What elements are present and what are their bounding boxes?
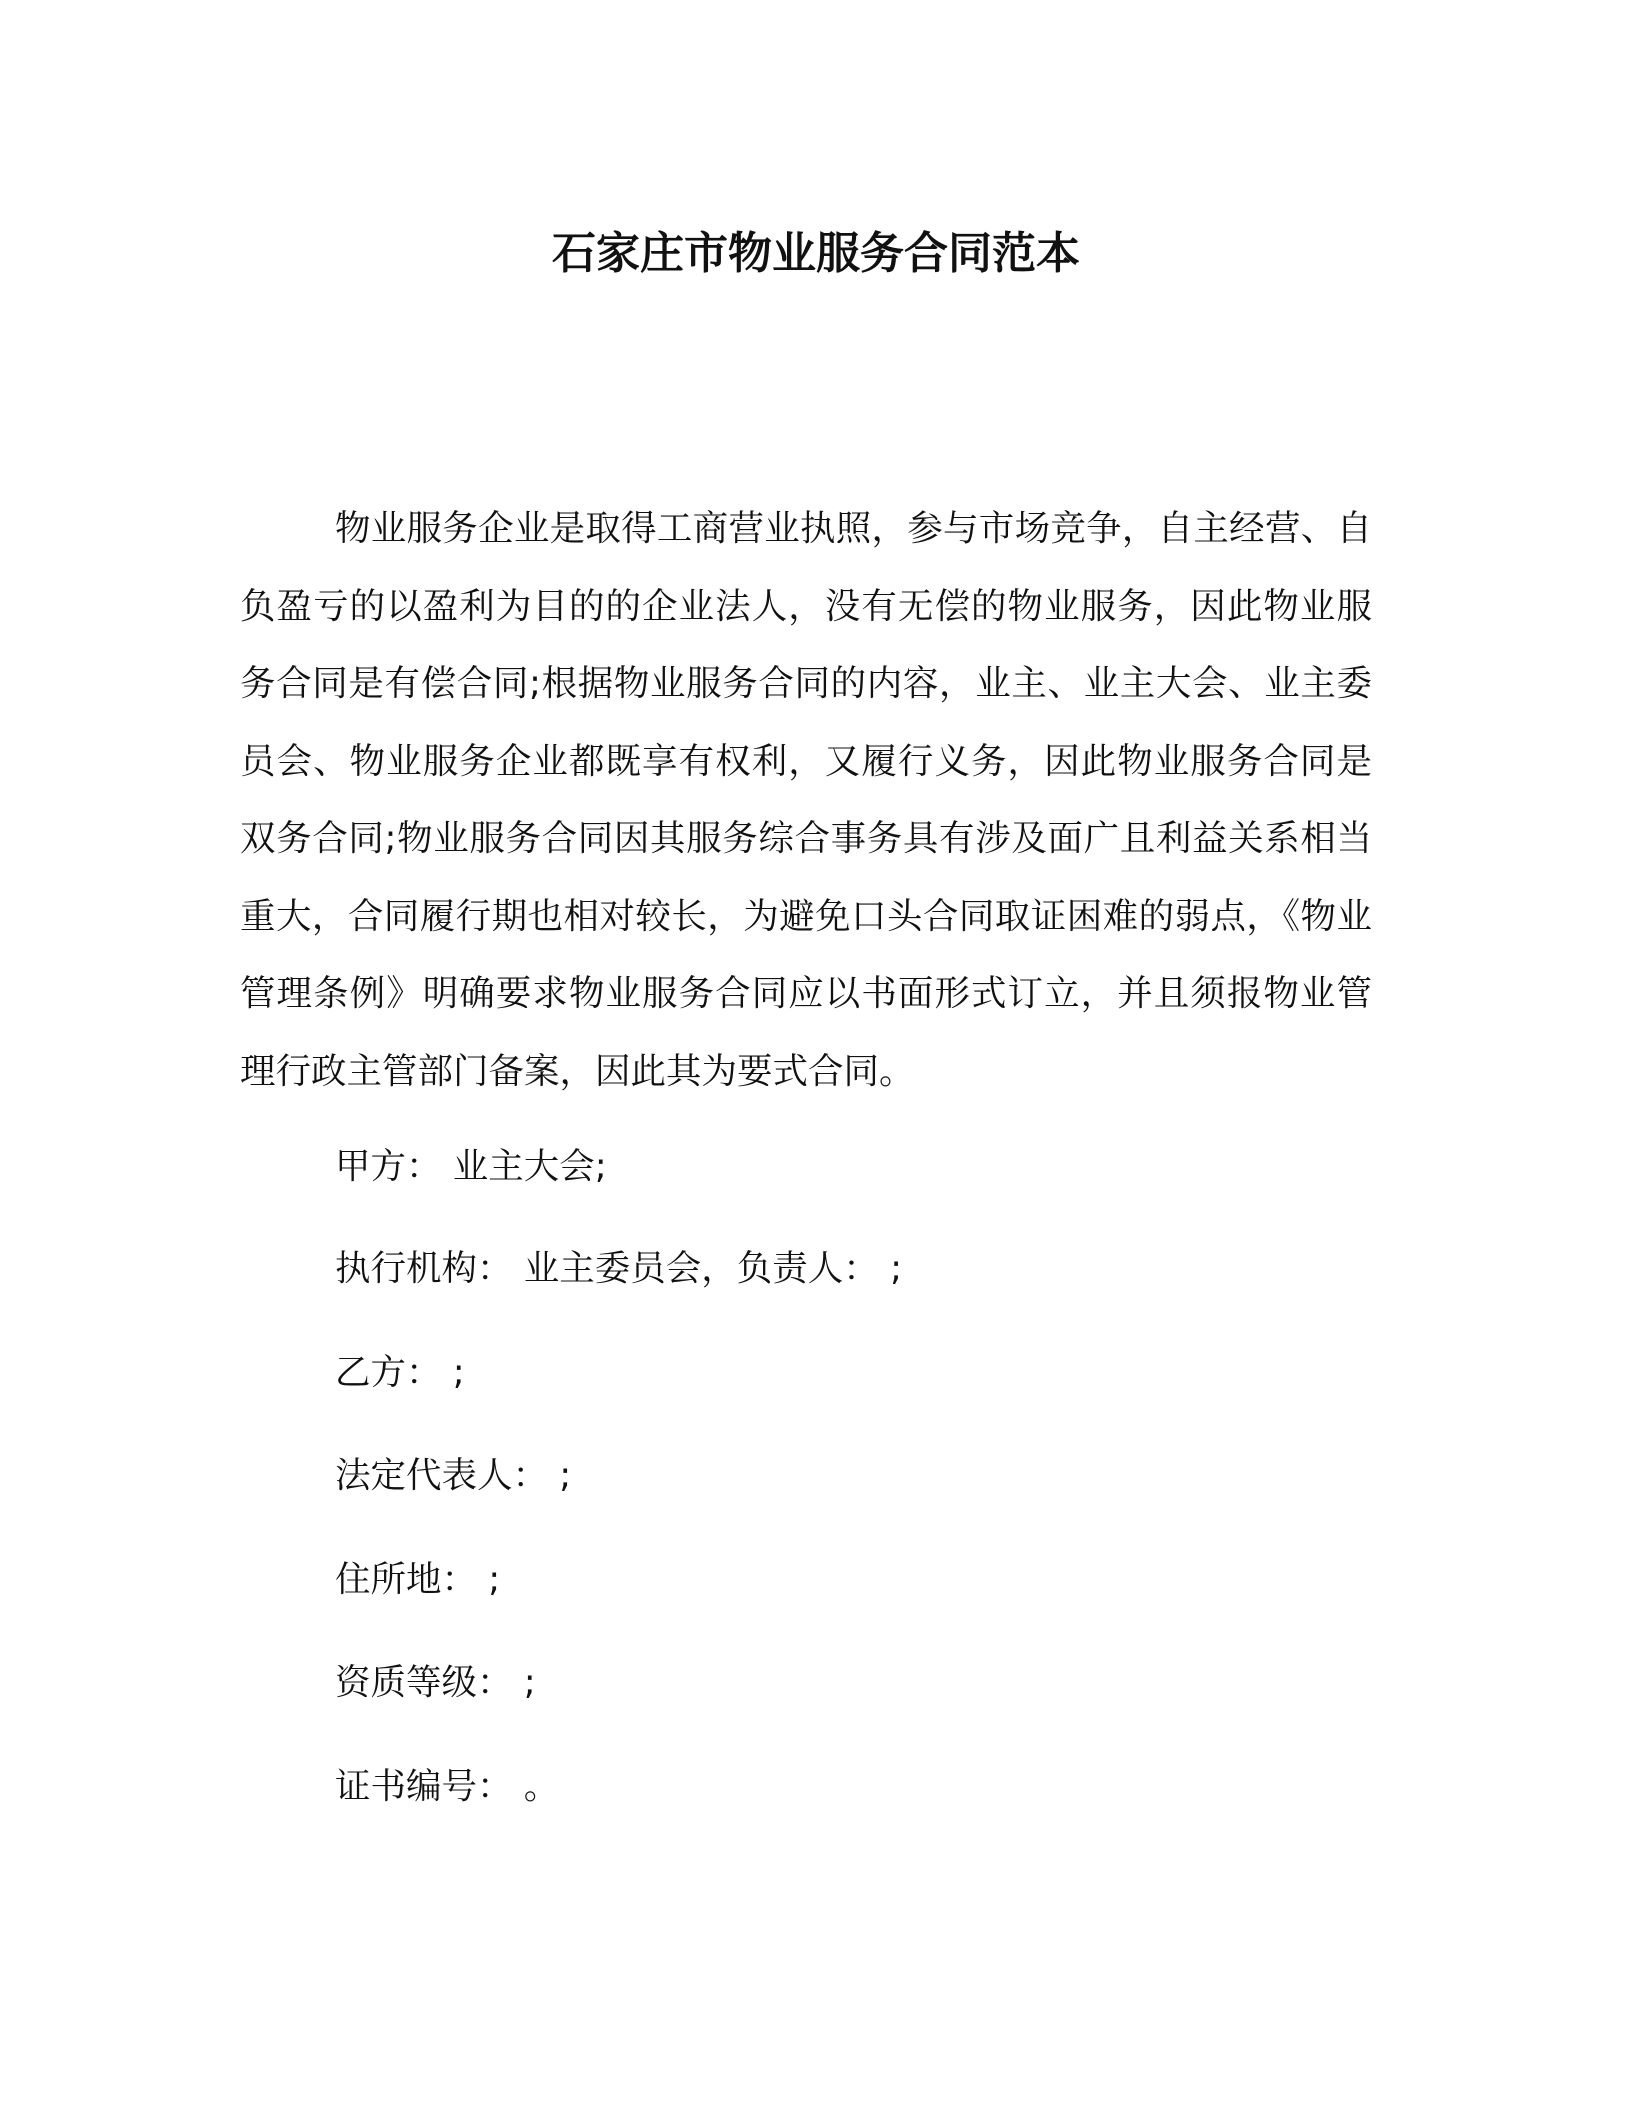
executive-body-field: 执行机构： 业主委员会，负责人： ; [335,1248,903,1289]
certificate-number-field: 证书编号： 。 [335,1766,560,1807]
qualification-level-field: 资质等级： ; [335,1662,536,1703]
legal-representative-field: 法定代表人： ; [335,1455,572,1496]
document-title: 石家庄市物业服务合同范本 [552,228,1080,279]
intro-paragraph: 物业服务企业是取得工商营业执照，参与市场竞争，自主经营、自负盈亏的以盈利为目的的企业法人，没有无偿的物业服务，因此物业服务合同是有偿合同;根据物业服务合同的内容，业主、业主大会、业主委员会、物业服务企业都既享有权利，又履行义务，因此物业服务合同是双务合同;物业服务合同因其服务综合事务具有涉及面广且利益关系相当重大，合同履行期也相对较长，为避免口头合同取证困难的弱点，《物业管理条例》明确要求物业服务合同应以书面形式订立，并且须报物业管理行政主管部门备案，因此其为要式合同。 [240,508,1372,1092]
party-b-field: 乙方： ; [335,1352,465,1393]
address-field: 住所地： ; [335,1559,501,1600]
party-a-field: 甲方： 业主大会; [335,1146,607,1187]
